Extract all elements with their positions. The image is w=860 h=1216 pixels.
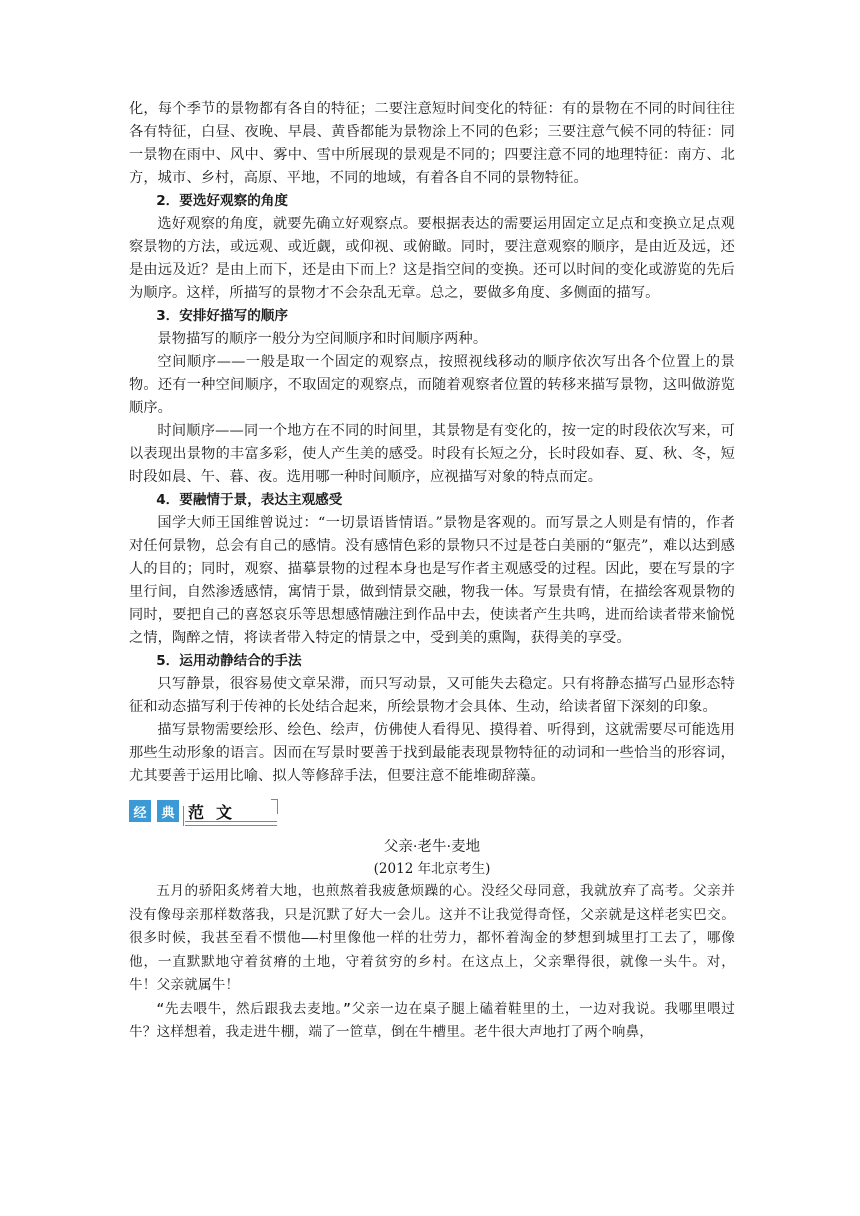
section-paragraph: 描写景物需要绘形、绘色、绘声，仿佛使人看得见、摸得着、听得到，这就需要尽可能选用那些生动形象的语言。因而在写景时要善于找到最能表现景物特征的动词和一些恰当的形容词，尤其要善于运用比喻、拟人等修辞手法，但要注意不能堆砌辞藻。 xyxy=(129,722,735,784)
intro-paragraph: 化，每个季节的景物都有各自的特征；二要注意短时间变化的特征：有的景物在不同的时间往往各有特征，白昼、夜晚、早晨、黄昏都能为景物涂上不同的色彩；三要注意气候不同的特征：同一景物在雨中、风中、雾中、雪中所展现的景观是不同的；四要注意不同的地理特征：南方、北方，城市、乡村，高原、平地，不同的地域，有着各自不同的景物特征。 xyxy=(129,101,735,186)
essay-paragraph: 五月的骄阳炙烤着大地，也煎熬着我疲惫烦躁的心。没经父母同意，我就放弃了高考。父亲并没有像母亲那样数落我，只是沉默了好大一会儿。这并不让我觉得奇怪，父亲就是这样老实巴交。很多时候，我甚至看不惯他——村里像他一样的壮劳力，都怀着淘金的梦想到城里打工去了，哪像他，一直默默地守着贫瘠的土地，守着贫穷的乡村。在这点上，父亲犟得很，就像一头牛。对，牛！父亲就属牛！ xyxy=(129,883,735,993)
section-heading: 5．运用动静结合的手法 xyxy=(156,653,302,669)
banner-char: 文 xyxy=(213,800,235,822)
essay-subtitle: (2012 年北京考生) xyxy=(373,861,491,877)
section-3 xyxy=(129,305,735,489)
banner-char: 典 xyxy=(157,800,179,822)
banner-underline xyxy=(185,821,277,826)
section-paragraph: 国学大师王国维曾说过：“一切景语皆情语。”景物是客观的。而写景之人则是有情的，作者对任何景物，总会有自己的感情。没有感情色彩的景物只不过是苍白美丽的“躯壳”，难以达到感人的目的；同时，观察、描摹景物的过程本身也是写作者主观感受的过程。因此，要在写景的字里行间，自然渗透感情，寓情于景，做到情景交融，物我一体。写景贵有情，在描绘客观景物的同时，要把自己的喜怒哀乐等思想感情融注到作品中去，使读者产生共鸣，进而给读者带来愉悦之情，陶醉之情，将读者带入特定的情景之中，受到美的熏陶，获得美的享受。 xyxy=(129,515,735,646)
section-4 xyxy=(129,489,735,650)
banner-label xyxy=(129,799,247,823)
banner-frame-right xyxy=(271,799,278,814)
section-5 xyxy=(129,650,735,788)
section-paragraph: 选好观察的角度，就要先确立好观察点。要根据表达的需要运用固定立足点和变换立足点观察景物的方法，或远观、或近觑，或仰视、或俯瞰。同时，要注意观察的顺序，是由近及远，还是由远及近？是由上而下，还是由下而上？这是指空间的变换。还可以时间的变化或游览的先后为顺序。这样，所描写的景物才不会杂乱无章。总之，要做多角度、多侧面的描写。 xyxy=(129,216,735,301)
section-paragraph: 空间顺序——一般是取一个固定的观察点，按照视线移动的顺序依次写出各个位置上的景物。还有一种空间顺序，不取固定的观察点，而随着观察者位置的转移来描写景物，这叫做游览顺序。 xyxy=(129,354,735,416)
section-paragraph: 时间顺序——同一个地方在不同的时间里，其景物是有变化的，按一定的时段依次写来，可以表现出景物的丰富多彩，使人产生美的感受。时段有长短之分，长时段如春、夏、秋、冬，短时段如晨、午、暮、夜。选用哪一种时间顺序，应视描写对象的特点而定。 xyxy=(129,423,735,485)
banner-char: 范 xyxy=(185,800,207,822)
section-paragraph: 只写静景，很容易使文章呆滞，而只写动景，又可能失去稳定。只有将静态描写凸显形态特征和动态描写利于传神的长处结合起来，所绘景物才会具体、生动，给读者留下深刻的印象。 xyxy=(129,676,735,715)
section-heading: 3．安排好描写的顺序 xyxy=(156,308,288,324)
section-heading: 4．要融情于景，表达主观感受 xyxy=(156,492,343,508)
banner-char: 经 xyxy=(129,800,151,822)
classic-essay-banner xyxy=(129,794,735,828)
document-page xyxy=(129,98,735,1045)
section-2 xyxy=(129,190,735,305)
essay-title: 父亲·老牛·麦地 xyxy=(383,839,481,855)
section-paragraph: 景物描写的顺序一般分为空间顺序和时间顺序两种。 xyxy=(157,331,488,347)
section-heading: 2．要选好观察的角度 xyxy=(156,193,288,209)
essay-paragraph: “先去喂牛，然后跟我去麦地。”父亲一边在桌子腿上磕着鞋里的土，一边对我说。我哪里喂过牛？这样想着，我走进牛棚，端了一笸草，倒在牛槽里。老牛很大声地打了两个响鼻， xyxy=(129,1000,735,1040)
